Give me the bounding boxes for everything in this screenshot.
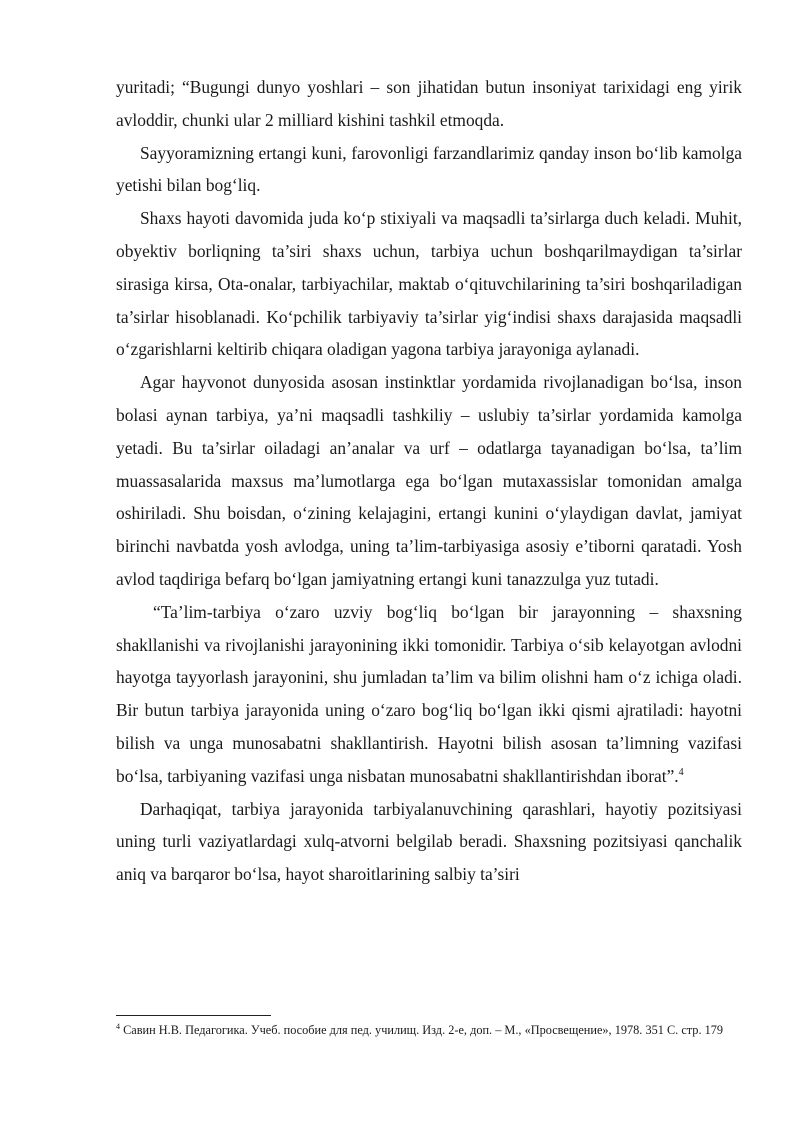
- paragraph-text: Sayyoramizning ertangi kuni, farovonligi farzandlarimiz qanday inson bo‘lib kamolga yetishi bilan bog‘liq.: [116, 142, 742, 196]
- footnote-text: Савин Н.В. Педагогика. Учеб. пособие для пед. училищ. Изд. 2-е, доп. – М., «Просвещение», 1978. 351 С. стр. 179: [120, 1023, 724, 1037]
- paragraph: [116, 366, 742, 596]
- paragraph-text: Darhaqiqat, tarbiya jarayonida tarbiyalanuvchining qarashlari, hayotiy pozitsiyasi uning turli vaziyatlardagi xulq-atvorni belgilab beradi. Shaxsning pozitsiyasi qanchalik aniq va barqaror bo‘lsa, hayot sharoitlarining salbiy ta’siri: [116, 798, 742, 885]
- paragraph-text: yuritadi; “Bugungi dunyo yoshlari – son jihatidan butun insoniyat tarixidagi eng yirik avloddir, chunki ular 2 milliard kishini tashkil etmoqda.: [116, 77, 742, 130]
- paragraph: [116, 202, 742, 366]
- paragraph-text: Agar hayvonot dunyosida asosan instinktlar yordamida rivojlanadigan bo‘lsa, inson bolasi aynan tarbiya, ya’ni maqsadli tashkiliy – uslubiy ta’sirlar yordamida kamolga yetadi. Bu ta’sirlar oiladagi an’analar va urf – odatlarga tayanadigan bo‘lsa, ta’lim muassasalarida maxsus ma’lumotlarga ega bo‘lgan mutaxassislar tomonidan amalga oshiriladi. Shu boisdan, o‘zining kelajagini, ertangi kunini o‘ylaydigan davlat, jamiyat birinchi navbatda yosh avlodga, uning ta’lim-tarbiyasiga asosiy e’tiborni qaratadi. Yosh avlod taqdiriga befarq bo‘lgan jamiyatning ertangi kuni tanazzulga yuz tutadi.: [116, 372, 742, 589]
- body-text: [116, 71, 742, 891]
- footnote-mark: 4: [116, 1021, 120, 1031]
- paragraph-text: Shaxs hayoti davomida juda ko‘p stixiyali va maqsadli ta’sirlarga duch keladi. Muhit, obyektiv borliqning ta’siri shaxs uchun, tarbiya uchun boshqarilmaydigan ta’sirlar sirasiga kirsa, Ota-onalar, tarbiyachilar, maktab o‘qituvchilarining ta’siri boshqariladigan ta’sirlar hisoblanadi. Ko‘pchilik tarbiyaviy ta’sirlar yig‘indisi shaxs darajasida maqsadli o‘zgarishlarni keltirib chiqara oladigan yagona tarbiya jarayoniga aylanadi.: [116, 208, 742, 360]
- footnote: [116, 1022, 744, 1039]
- paragraph: [116, 793, 742, 891]
- paragraph-text: “Ta’lim-tarbiya o‘zaro uzviy bog‘liq bo‘lgan bir jarayonning – shaxsning shakllanishi va rivojlanishi jarayonining ikki tomonidir. Tarbiya o‘sib kelayotgan avlodni hayotga tayyorlash jarayonini, shu jumladan ta’lim va bilim olishni ham o‘z ichiga oladi. Bir butun tarbiya jarayonida uning o‘zaro bog‘liq bo‘lgan ikki qismi ajratiladi: hayotni bilish va unga munosabatni shakllantirish. Hayotni bilish asosan ta’limning vazifasi bo‘lsa, tarbiyaning vazifasi unga nisbatan munosabatni shakllantirishdan iborat”.: [116, 601, 742, 786]
- footnote-reference[interactable]: 4: [678, 766, 684, 778]
- quote-paragraph: [116, 596, 742, 793]
- paragraph-continuation: [116, 71, 742, 137]
- paragraph: [116, 137, 742, 203]
- footnote-separator: [116, 1015, 271, 1016]
